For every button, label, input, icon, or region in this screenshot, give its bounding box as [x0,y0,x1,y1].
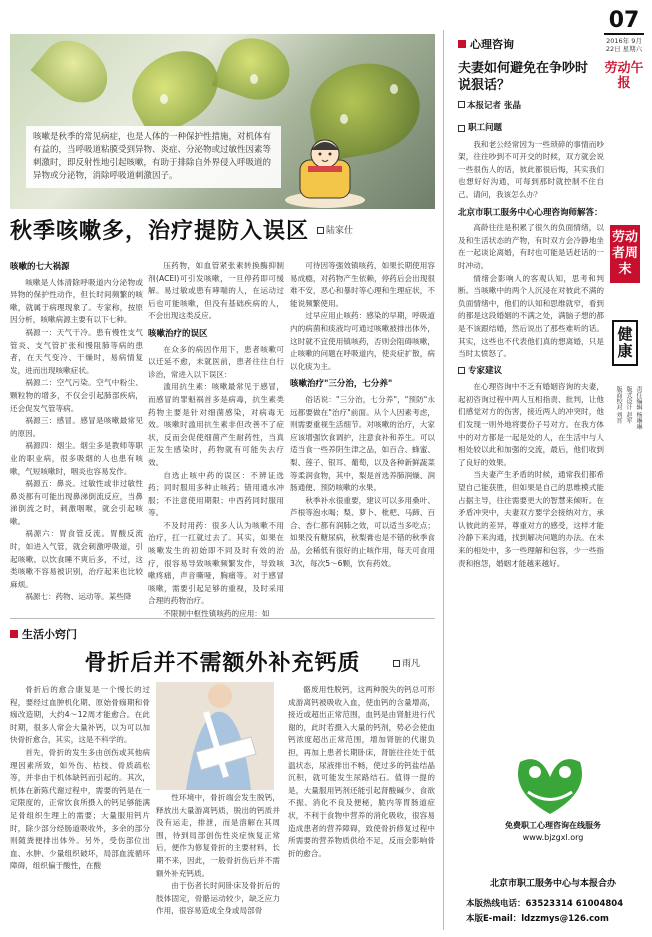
article3-byline: 本报记者 张晶 [458,99,521,111]
question-header: 职工问题 [458,122,604,135]
organizer: 北京市职工服务中心与本报合办 [489,879,616,889]
section-tag-psychology: 心理咨询 [458,36,514,52]
article2-column-3: 骼废用性脱钙，这两种脱失的钙总可形成游离钙被吸收入血，使血钙的含量增高，接近或超出正常范围，血钙是由肾脏进行代谢的，此时若摄入大量的钙剂，势必会使血钙浓度超出正常范围，增加肾脏的代谢负担，再加上患者长期卧床，肾脏往往处于低温状态，尿液排出不畅，使过多的钙盐结晶沉积，就可能发生尿路结石。值得一提的是，大量服用钙剂还能引起肾酸碱少、食欲不振、消化不良及便秘，脆内等胃肠道症状，不利于食物中营养的消化吸收，很容易造成患者的营养障碍，致使骨折修复过程中所需要的营养物质供给不足，反而会影响骨折的愈合。 [288,685,435,858]
article1-column-1: 咳嗽的七大祸源 咳嗽是人体清除呼吸道内分泌物或异物的保护性动作，但长时间频繁的咳嗽，就属于病理现象了。专家称，按原因分析，咳嗽病源主要有以下七种。 祸源一：天气干冷。患有慢性支气管炎、支气管扩张和慢阻肺等病的患者，在天气变冷、干燥时，易病情复发，进而出现咳嗽症状。 祸源二：空气污染。空气中粉尘、颗粒物的增多，不仅会引起肺部疾病，还会促发气管等病。 祸源三：感冒。感冒是咳嗽最常见的原因。 祸源四：烟尘。烟尘多是教师等职业的职业病，很多吸烟的人也患有咳嗽，气短咳嗽时，咽炎也容易发作。 祸源五：鼻炎。过敏性或非过敏性鼻炎都有可能出现鼻涕倒流反应，当鼻涕倒流之时，刺激咽喉，就会引起咳嗽。 祸源六：胃食管反流。胃酸反流时，如进入气管，就会刺激呼吸道，引起咳嗽。以饮食睡不爽后多，不过，这类咳嗽不容易被识别，治疗起来也比较麻烦。 祸源七：药物、运动等。某些降 [10,262,143,602]
newspaper-logo: 劳动午报 [604,61,644,91]
divider [10,618,435,619]
subhead-misconceptions: 咳嗽治疗的误区 [148,328,208,339]
email-link[interactable]: ldzzmys@126.com [521,914,609,924]
subhead-causes: 咳嗽的七大祸源 [10,262,70,272]
article2-headline [10,646,435,677]
page-number: 07 [604,8,644,35]
article2-title: 骨折后并不需额外补充钙质 [84,650,361,676]
article1-headline [10,209,435,249]
phone-line: 本版热线电话：63523314 61004804 [466,899,624,909]
article1-title: 秋季咳嗽多，治疗提防入误区 [10,218,310,244]
article2-byline: 雨凡 [393,656,420,669]
section-tag-life-tips: 生活小窍门 [10,626,77,642]
article2-column-1: 骨折后的愈合康复是一个慢长的过程，要经过血肿机化期、原始骨痂期和骨痂改造期，大约4～12周才能愈合。在此时期，很多人常会大量补钙，以为可以加快骨折愈合，其实，这是不科学的。 首先，骨折的发生多由创伤或其他病理因素所致，如外伤、枯枝、骨质疏松等，并非由于机体缺钙而引起的。其次，机体在新陈代谢过程中，需要的钙是在一定限度的，正常饮食所摄入的钙足够能满足骨组织生理上的需要；大量服用钙片时，除少部分经肠道吸收外，多余的部分则随粪便排出体外。另外，受伤部位出血、水肿、少量组织破坏，局部血流循环障碍，组织偏于酸性，在酸 [10,685,150,871]
column-subtitle: 健康 [612,320,638,366]
website-link[interactable]: www.bjzgxl.org [522,833,584,842]
article3-body: 职工问题 我和老公经常因为一些琐碎的事情而吵架，往往吵到不可开交的时候，双方就会说一些很伤人的话，彼此都很后悔，其实我们也想好好沟通，可每到那时就控制不住自己。请问，我该怎么办？ 北京市职工服务中心心理咨询师解答： 高龄往往是积累了很久的负面情绪，以及和生活状态的产物，有时双方会冷静地坐在一起谈论离婚，有时也可能是话赶话的一时冲动。 情绪会影响人的客观认知，思考和判断。当咳嗽中的两个人沉浸在对彼此不满的负面情绪中，他们的认知和思维就窄，看到的都是这段婚姻的不满之处，满脑子想的都是不该跟结婚，然后说出了那些难听的话。其实，这些也不代表他们真的想离婚，只是当时太愤怒了。 专家建议 在心理咨询中不乏有婚姻咨询的夫妻，起初咨询过程中两人互相指责、批判，让他们感觉对方的伤害，接近两人的冲突时，他们发现一则外地将要份子号对方。在我方体中的对方都是一起是处的人，在生活中与人相处较以此和加强的交流，最后，他们收到了良好的效果。 当夫妻产生矛盾的时候，通常我们都希望自己能获胜，但如果是自己的思维模式能占据主导，往往需要更大的智慧来倾听。在矛盾冲突中，夫妻双方要学会接纳对方，承认彼此的差异，尊重对方的感受，这样才能冷静下来沟通，找到解决问题的办法。在未来的相处中，多一些理解和包容，少一些指责和抱怨，婚姻才能越来越好。 [458,123,604,568]
article2-column-2: 性环境中，骨折端会发生脱钙，释放出大量游离钙质，脱出的钙质并没有运走，排泄，而是溶解在其周围，待到局部创伤性炎症恢复正常后，便作为修复骨折的主要材料，长期不来，因此，一般骨折伤后并不需额外补充钙质。 由于伤者长时间卧床及骨折后的肢体固定，骨骼运动较少，缺乏应力作用，很容易造成全身或局部骨 [156,793,280,916]
subhead-treatment: 咳嗽治疗"三分治，七分养" [290,379,393,390]
service-info: 免费职工心理咨询在线服务 www.bjzgxl.org [466,820,640,842]
editors-credits: 责任编辑 杨琳琳 版式设计 赵军 版面校对 刘晋 [615,386,642,430]
advice-header: 专家建议 [458,365,604,378]
issue-date: 2016年 9月22日 星期六 [605,37,643,53]
masthead [604,8,644,91]
coughing-cartoon-illustration [280,130,370,209]
article1-column-2: 压药物，如血管紧张素转换酶抑制剂(ACEI)可引发咳嗽，一旦停药即可缓解。易过敏或患有哮喘的人，在运动过后也可能咳嗽，但没有基础疾病的人，不会出现这类反应。 咳嗽治疗的误区 在众多的病因作用下，患者咳嗽可以迁延不愈，未就医前，患者往往自行诊治，常进入以下误区： 滥用抗生素：咳嗽最常见于感冒，而感冒的罪魁祸首多是病毒，抗生素类药物主要是针对细菌感染，对病毒无效。咳嗽时滥用抗生素非但改善不了症状，反而会促使细菌产生耐药性，当真正发生感染时，药物就有可能失去疗效。 自选止咳中药的误区：不辨证选药；同时服用多种止咳药；错用通水冲服；不注意使用期限；中西药同时服用等。 不及时用药：很多人认为咳嗽不用治疗，扛一扛就过去了。其实，如果在咳嗽发生的初始即不同及时有效的治疗，很容易导致咳嗽频繁发作，导致咳嗽疼痛，声音嘶哑，胸痛等。对于感冒咳嗽，需要引起足够的重视，及时采用合理的药物治疗。 不限制中枢性镇咳药的应用：如 [148,261,284,619]
broken-arm-photo [156,682,274,790]
article3-title: 夫妻如何避免在争吵时说狠话？ [458,61,589,93]
intro-text: 咳嗽是秋季的常见病症，也是人体的一种保护性措施，对机体有有益的，当呼吸道粘膜受到异物、炎症、分泌物或过敏性因素等刺激时，即反射性地引起咳嗽，有助于排除自外界侵入呼吸道的异物或分泌物，消除呼吸道刺激因子。 [26,126,281,188]
hero-image [10,34,435,209]
article1-byline: 陆家仕 [317,223,353,236]
article1-column-3: 可待因等强效镇咳药，如果长期使用容易成瘾，对药物产生依赖，停药后会出现很难不安，恶心和暴时等心理和生理症状，不能说频繁使用。 过早应用止咳药：感染的早期，呼吸道内的病菌和痰液均可通过咳嗽被排出体外，这时就不宜使用镇咳药，否则会阻碍咳嗽，止咳嗽的问题在呼吸道内，使炎症扩散，病以化痰为主。 咳嗽治疗"三分治，七分养" 俗话说："三分治，七分养"，"预防"永远都要做在"治疗"前面。从个人因素考虑，则需要重视生活细节。对咳嗽的治疗，大家应该增强饮食调护，注意食补和养生。可以适当食一些养阴生津之品，如百合、蜂蜜、梨、莲子、银耳、葡萄，以及各种新鲜蔬菜等柔润食物，其中，梨是首选养肺润燥、润肠通便、预防咳嗽的水果。 秋季补水很重要，建议可以多用桑叶、芦根等泡水喝；梨、萝卜、枇杷、马蹄、百合、杏仁都有润肺之效，可以适当多吃点；如果没有糖尿病，秋梨膏也是不错的秋季食品，会稀低有很好的止咳作用，每天可食用3次，每次5～6颗，饮有药效。 [290,261,435,568]
union-care-logo [480,752,620,820]
column-name-badge: 劳动者周末 [610,225,640,283]
footer-contacts [466,876,640,924]
column-divider [443,30,444,930]
email-line: 本版E-mail：ldzzmys@126.com [466,914,609,924]
